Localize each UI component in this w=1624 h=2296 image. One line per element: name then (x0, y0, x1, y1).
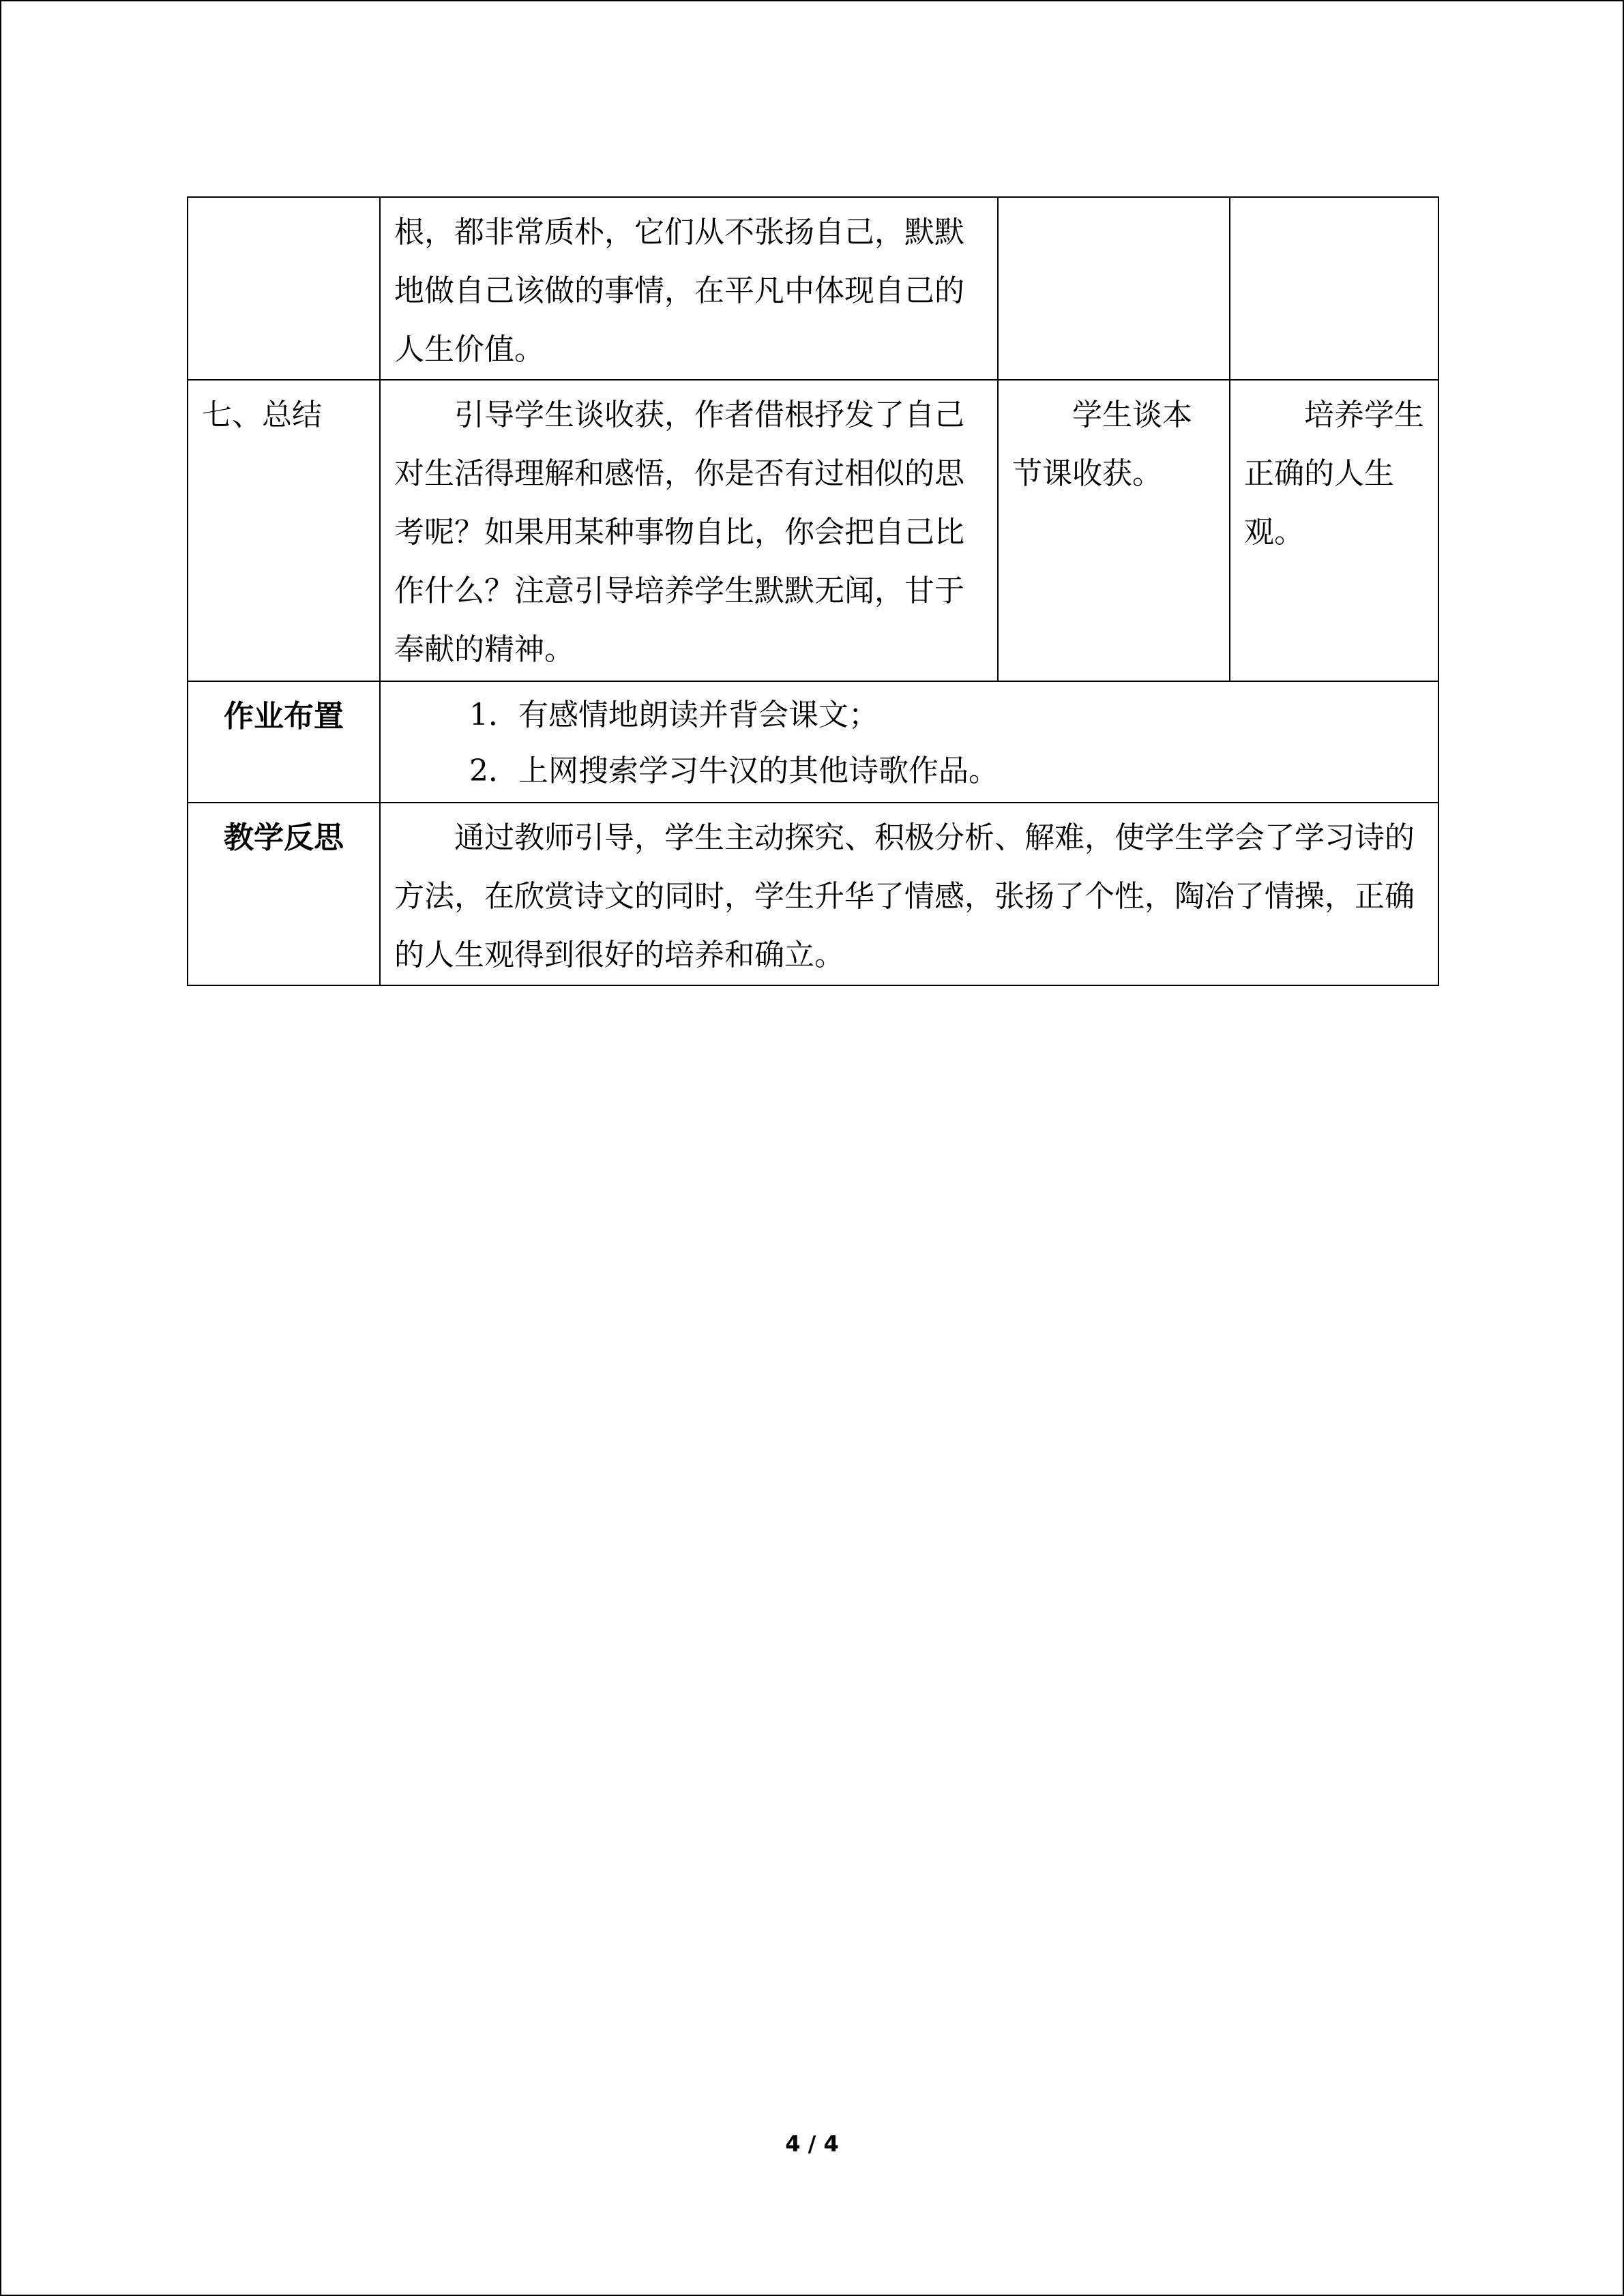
design-purpose-cell (1230, 197, 1438, 380)
reflection-label: 教学反思 (188, 803, 380, 985)
table-row (188, 197, 1438, 380)
design-purpose-cell: 培养学生正确的人生观。 (1230, 380, 1438, 681)
homework-cell (380, 681, 1438, 803)
table-row (188, 803, 1438, 985)
content-cell: 引导学生谈收获，作者借根抒发了自己对生活得理解和感悟，你是否有过相似的思考呢？如果用某种事物自比，你会把自己比作什么？注意引导培养学生默默无闻，甘于奉献的精神。 (380, 380, 998, 681)
content-cell: 根，都非常质朴，它们从不张扬自己，默默地做自己该做的事情，在平凡中体现自己的人生价值。 (380, 197, 998, 380)
lesson-plan-table (187, 196, 1439, 986)
page-number: 4 / 4 (785, 2131, 839, 2157)
table-row (188, 681, 1438, 803)
homework-label: 作业布置 (188, 681, 380, 803)
homework-item: 2．上网搜索学习牛汉的其他诗歌作品。 (469, 754, 999, 788)
table-row (188, 380, 1438, 681)
homework-item: 1．有感情地朗读并背会课文； (469, 698, 879, 732)
student-activity-cell: 学生谈本节课收获。 (998, 380, 1230, 681)
stage-cell (188, 197, 380, 380)
stage-cell: 七、总结 (188, 380, 380, 681)
student-activity-cell (998, 197, 1230, 380)
reflection-cell: 通过教师引导，学生主动探究、积极分析、解难，使学生学会了学习诗的方法，在欣赏诗文的同时，学生升华了情感，张扬了个性，陶冶了情操，正确的人生观得到很好的培养和确立。 (380, 803, 1438, 985)
